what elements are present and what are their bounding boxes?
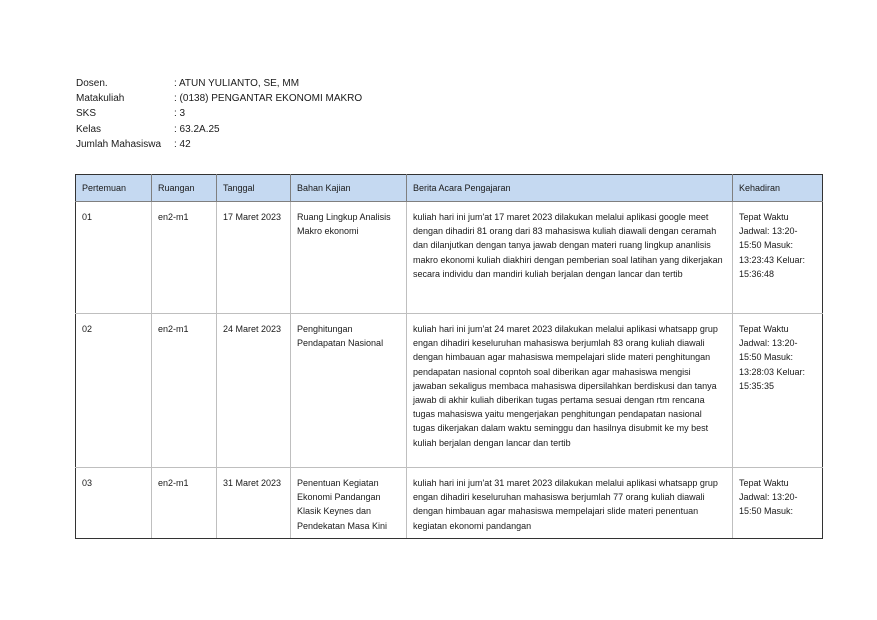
header-berita-acara: Berita Acara Pengajaran bbox=[407, 175, 733, 202]
cell-pertemuan: 01 bbox=[76, 202, 152, 314]
info-row-kelas bbox=[76, 122, 362, 137]
cell-ruangan: en2-m1 bbox=[152, 468, 217, 539]
course-info bbox=[76, 76, 362, 152]
info-row-sks bbox=[76, 106, 362, 121]
matakuliah-label: Matakuliah bbox=[76, 93, 125, 105]
cell-bahan-kajian: Penghitungan Pendapatan Nasional bbox=[291, 314, 407, 468]
berita-acara-text: kuliah hari ini jum'at 31 maret 2023 dilakukan melalui aplikasi whatsapp grup engan dihadiri keseluruhan mahasiswa berjumlah 77 orang kuliah diawali dengan himbauan agar mahasiswa mempelajari slide materi penentuan kegiatan ekonomi pandangan bbox=[413, 478, 718, 531]
cell-bahan-kajian: Ruang Lingkup Analisis Makro ekonomi bbox=[291, 202, 407, 314]
cell-pertemuan: 02 bbox=[76, 314, 152, 468]
matakuliah-value: : (0138) PENGANTAR EKONOMI MAKRO bbox=[174, 93, 363, 105]
header-bahan-kajian: Bahan Kajian bbox=[291, 175, 407, 202]
table-row bbox=[76, 468, 823, 539]
cell-ruangan: en2-m1 bbox=[152, 202, 217, 314]
cell-kehadiran: Tepat Waktu Jadwal: 13:20-15:50 Masuk: 13:23:43 Keluar: 15:36:48 bbox=[733, 202, 823, 314]
berita-acara-table bbox=[75, 174, 823, 539]
header-tanggal: Tanggal bbox=[217, 175, 291, 202]
dosen-value: : ATUN YULIANTO, SE, MM bbox=[174, 78, 300, 89]
cell-kehadiran: Tepat Waktu Jadwal: 13:20-15:50 Masuk: 13:28:03 Keluar: 15:35:35 bbox=[733, 314, 823, 468]
kehadiran-text: Tepat Waktu Jadwal: 13:20-15:50 Masuk: bbox=[739, 478, 798, 517]
jumlah-label: Jumlah Mahasiswa bbox=[76, 138, 162, 150]
kelas-label: Kelas bbox=[76, 123, 102, 135]
kelas-value: : 63.2A.25 bbox=[174, 123, 220, 135]
header-kehadiran: Kehadiran bbox=[733, 175, 823, 202]
cell-tanggal: 24 Maret 2023 bbox=[217, 314, 291, 468]
info-row-matakuliah bbox=[76, 91, 362, 106]
table-row bbox=[76, 314, 823, 468]
sks-label: SKS bbox=[76, 108, 97, 120]
cell-berita-acara: kuliah hari ini jum'at 17 maret 2023 dilakukan melalui aplikasi google meet dengan dihadiri 81 orang dari 83 mahasiswa kuliah diawali dengan ceramah dan dilanjutkan dengan tanya jawab dengan materi ruang lingkup ananlisis makro ekonomi kuliah diakhiri dengan pemberian soal latihan yang dikerjakan secara individu dan mandiri kuliah berjalan dengan lancar dan tertib bbox=[407, 202, 733, 314]
cell-ruangan: en2-m1 bbox=[152, 314, 217, 468]
jumlah-value: : 42 bbox=[174, 138, 191, 150]
cell-kehadiran bbox=[733, 468, 823, 539]
cell-berita-acara bbox=[407, 468, 733, 539]
cell-berita-acara: kuliah hari ini jum'at 24 maret 2023 dilakukan melalui aplikasi whatsapp grup engan dihadiri keseluruhan mahasiswa berjumlah 83 orang kuliah diawali dengan himbauan agar mahasiswa mempelajari slide materi penghitungan pendapatan nasional copntoh soal diberikan agar mahasiswa mengisi jawaban sekaligus membaca mahasiswa dipersilahkan berdiskusi dan tanya jawab di akhir kuliah diberikan tugas pertama sesuai dengan rtm rencana tugas mahasiswa yaitu mengerjakan penghitungan pendapatan nasional tugas dikerjakan dalam waktu seminggu dan hasilnya disubmit ke my best kuliah berjalan dengan lancar dan tertib bbox=[407, 314, 733, 468]
header-pertemuan: Pertemuan bbox=[76, 175, 152, 202]
table-header-row bbox=[76, 175, 823, 202]
header-ruangan: Ruangan bbox=[152, 175, 217, 202]
info-row-dosen bbox=[76, 76, 362, 91]
sks-value: : 3 bbox=[174, 108, 186, 120]
cell-pertemuan: 03 bbox=[76, 468, 152, 539]
info-row-jumlah bbox=[76, 137, 362, 152]
table-row bbox=[76, 202, 823, 314]
cell-bahan-kajian bbox=[291, 468, 407, 539]
bahan-kajian-text: Penentuan Kegiatan Ekonomi Pandangan Klasik Keynes dan Pendekatan Masa Kini bbox=[297, 478, 388, 531]
dosen-label: Dosen. bbox=[76, 78, 108, 89]
cell-tanggal: 31 Maret 2023 bbox=[217, 468, 291, 539]
cell-tanggal: 17 Maret 2023 bbox=[217, 202, 291, 314]
